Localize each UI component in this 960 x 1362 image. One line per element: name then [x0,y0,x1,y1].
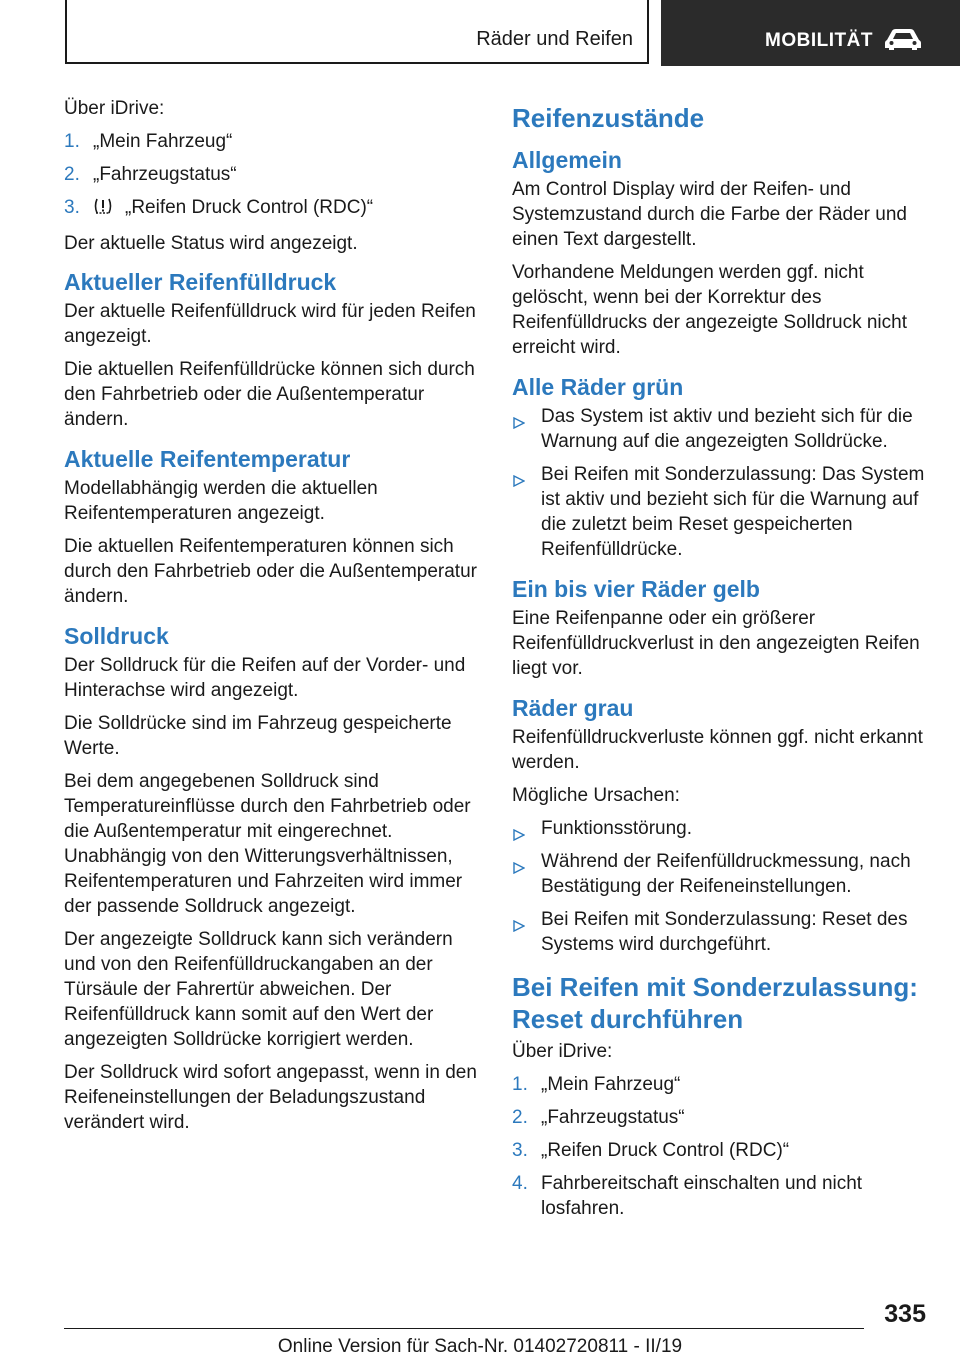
step-number: 1. [512,1074,528,1095]
step-number: 4. [512,1173,528,1194]
list-item [512,462,928,562]
page-number: 335 [884,1300,926,1328]
item-text: Das System ist aktiv und bezieht sich für die Warnung auf die angezeigten Solldrücke. [541,406,913,452]
step-text: „Mein Fahrzeug“ [541,1074,681,1095]
item-text: Während der Reifenfülldruckmessung, nach Bestätigung der Reifeneinstellungen. [541,851,911,897]
paragraph: Der aktuelle Reifenfülldruck wird für jeden Reifen angezeigt. [64,301,476,347]
step-number: 2. [64,164,80,185]
left-column [64,96,480,1143]
bullet-list [512,816,928,957]
step-text: „Fahrzeugstatus“ [541,1107,685,1128]
paragraph: Die aktuellen Reifenfülldrücke können sich durch den Fahrbetrieb oder die Außentemperatur ändern. [64,359,475,430]
paragraph: Der Solldruck für die Reifen auf der Vorder- und Hinterachse wird angezeigt. [64,655,466,701]
section-heading: Bei Reifen mit Sonderzulassung: Reset durchführen [512,972,918,1034]
page-header [0,0,960,66]
reset-steps [512,1072,928,1221]
status-text: Der aktuelle Status wird angezeigt. [64,233,358,254]
list-item [512,1171,928,1221]
list-item [64,162,480,187]
list-item [512,907,928,957]
right-column [512,96,928,1229]
paragraph: Der angezeigte Solldruck kann sich verändern und von den Reifenfülldruckangaben an der Türsäule der Fahrertür abweichen. Der Reifenfülldruck kann somit auf den Wert der angezeigten Solldrücke korrigiert werden. [64,929,453,1050]
list-item [512,1072,928,1097]
tire-pressure-warning-icon [93,196,113,223]
chapter-tab [661,0,960,66]
page-section-title: Reifenzustände [512,103,705,133]
car-icon [883,26,923,57]
section-heading: Alle Räder grün [512,374,684,400]
paragraph: Modellabhängig werden die aktuellen Reifentemperaturen angezeigt. [64,478,378,524]
section-tab [65,0,649,64]
footer-divider [64,1328,864,1329]
step-number: 3. [512,1140,528,1161]
intro-text: Über iDrive: [64,98,165,119]
list-item [512,404,928,454]
bullet-list [512,404,928,562]
step-number: 3. [64,197,80,218]
paragraph: Die aktuellen Reifentemperaturen können sich durch den Fahrbetrieb oder die Außentemperatur ändern. [64,536,477,607]
step-number: 2. [512,1107,528,1128]
paragraph: Eine Reifenpanne oder ein größerer Reifenfülldruckverlust in den angezeigten Reifen liegt vor. [512,608,920,679]
paragraph: Vorhandene Meldungen werden ggf. nicht gelöscht, wenn bei der Korrektur des Reifenfülldrucks der angezeigte Solldruck nicht erreicht wird. [512,262,907,358]
step-text: „Fahrzeugstatus“ [93,164,237,185]
step-number: 1. [64,131,80,152]
step-text: „Reifen Druck Control (RDC)“ [125,197,374,218]
step-text: „Reifen Druck Control (RDC)“ [541,1140,790,1161]
intro-text: Über iDrive: [512,1041,613,1062]
idrive-steps [64,129,480,223]
item-text: Bei Reifen mit Sonderzulassung: Reset des Systems wird durchgeführt. [541,909,908,955]
list-item [64,129,480,154]
paragraph: Am Control Display wird der Reifen- und Systemzustand durch die Farbe der Räder und einen Text dargestellt. [512,179,907,250]
list-item [512,1138,928,1163]
paragraph: Der Solldruck wird sofort angepasst, wenn in den Reifeneinstellungen der Beladungszustand verändert wird. [64,1062,477,1133]
section-heading: Aktuelle Reifentemperatur [64,446,351,472]
section-heading: Solldruck [64,623,169,649]
section-title: Räder und Reifen [476,28,633,50]
paragraph: Mögliche Ursachen: [512,785,680,806]
step-text: „Mein Fahrzeug“ [93,131,233,152]
step-text: Fahrbereitschaft einschalten und nicht losfahren. [541,1173,863,1219]
item-text: Bei Reifen mit Sonderzulassung: Das System ist aktiv und bezieht sich für die Warnung auf die zuletzt beim Reset gespeicherten Reifenfülldrücke. [541,464,925,560]
section-heading: Räder grau [512,695,634,721]
item-text: Funktionsstörung. [541,818,693,839]
section-heading: Aktueller Reifenfülldruck [64,269,337,295]
list-item [512,849,928,899]
footer-text: Online Version für Sach-Nr. 01402720811 - II/19 [277,1336,683,1357]
list-item [64,195,480,223]
paragraph: Die Solldrücke sind im Fahrzeug gespeicherte Werte. [64,713,452,759]
chapter-title: MOBILITÄT [765,30,873,51]
paragraph: Bei dem angegebenen Solldruck sind Temperatureinflüsse durch den Fahrbetrieb oder die Außentemperatur mit eingerechnet. Unabhängig von den Witterungsverhältnissen, Reifentemperaturen und Fahrzeiten wird immer der passende Solldruck angezeigt. [64,771,471,917]
section-heading: Allgemein [512,147,622,173]
paragraph: Reifenfülldruckverluste können ggf. nicht erkannt werden. [512,727,923,773]
section-heading: Ein bis vier Räder gelb [512,576,760,602]
list-item [512,1105,928,1130]
list-item [512,816,928,841]
